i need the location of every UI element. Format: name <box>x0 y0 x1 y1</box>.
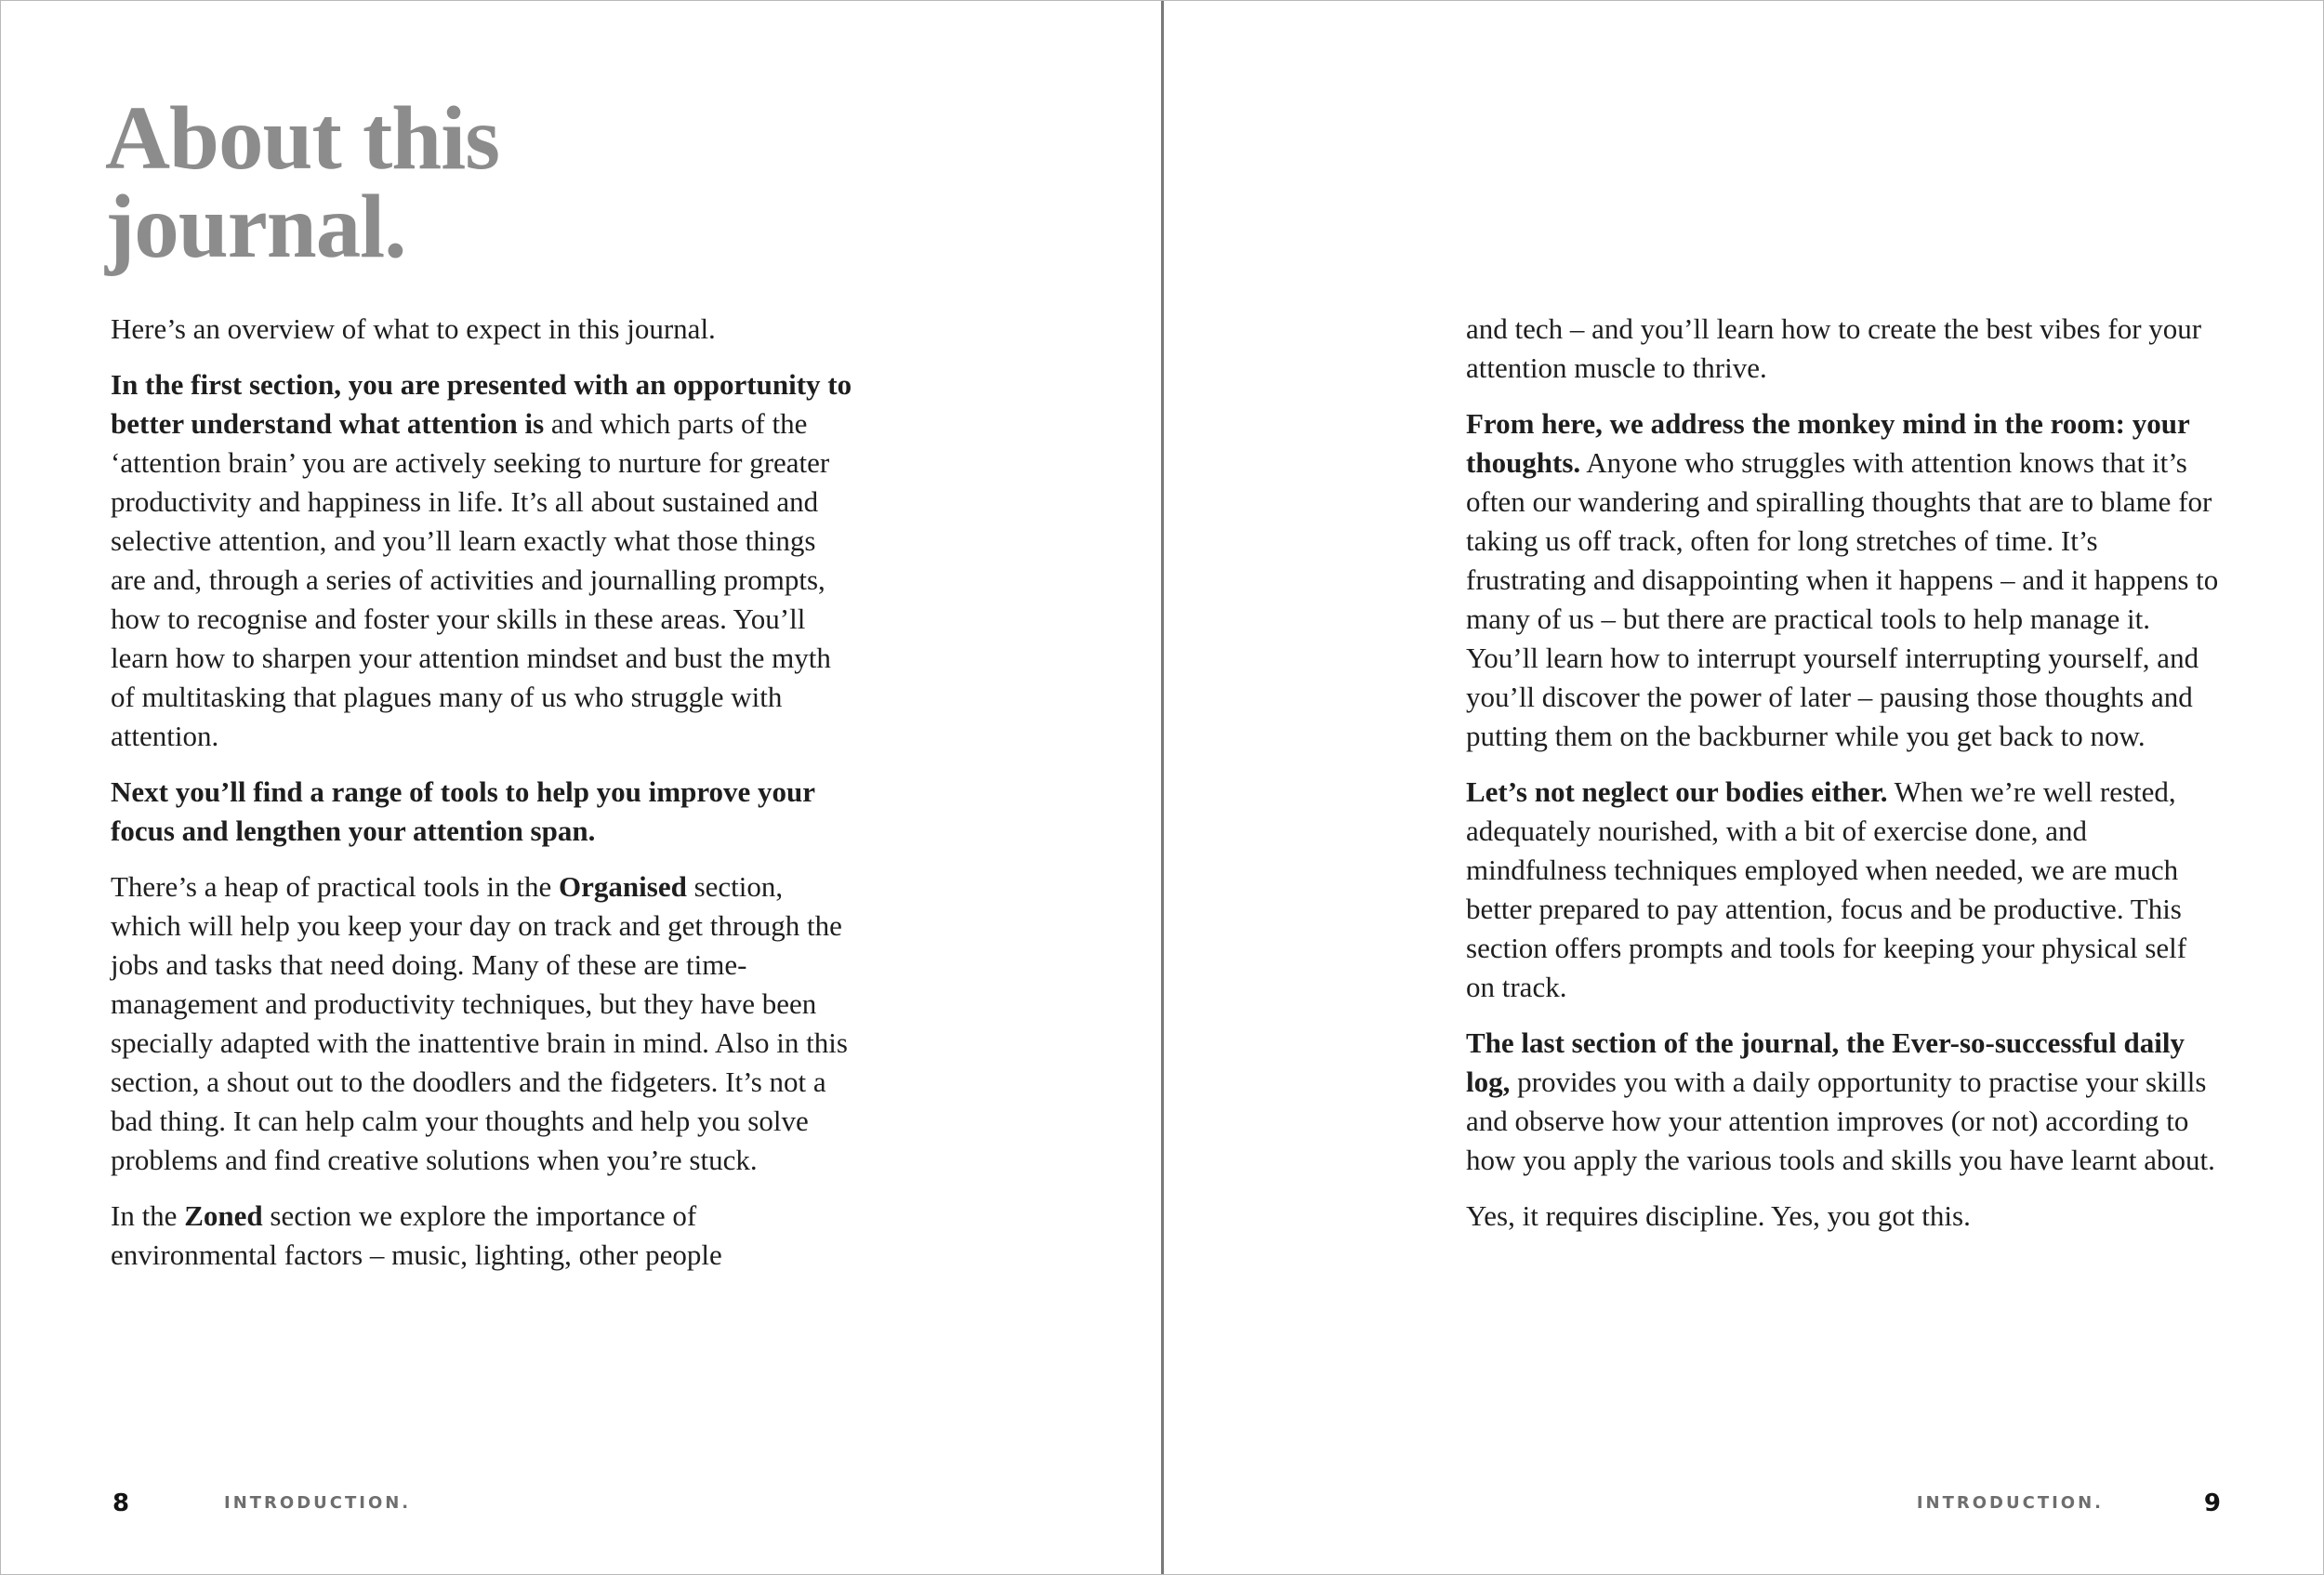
text-run: There’s a heap of practical tools in the <box>111 870 560 903</box>
page-heading <box>105 88 499 276</box>
bold-text-run: From here, we address the monkey mind in the room: your thoughts. <box>1466 407 2190 479</box>
text-run: In the <box>111 1199 185 1232</box>
right-page-number: 9 <box>2203 1489 2221 1517</box>
right-footer-section-label: INTRODUCTION. <box>1916 1493 2104 1513</box>
paragraph <box>111 867 854 1180</box>
text-run: Yes, it requires discipline. Yes, you got this. <box>1466 1199 1971 1232</box>
left-footer-section-label: INTRODUCTION. <box>224 1493 412 1513</box>
left-page <box>1 1 1161 1574</box>
paragraph <box>111 310 854 349</box>
text-run: and which parts of the ‘attention brain’ you are actively seeking to nurture for greater productivity and happiness in life. It’s all about sustained and selective attention, and you’ll learn exactly what those things are and, through a series of activities and journalling prompts, how to recognise and foster your skills in these areas. You’ll learn how to sharpen your attention mindset and bust the myth of multitasking that plagues many of us who struggle with attention. <box>111 407 831 752</box>
text-run: section we explore the importance of environmental factors – music, lighting, other people <box>111 1199 722 1271</box>
text-run: and tech – and you’ll learn how to create the best vibes for your attention muscle to thrive. <box>1466 312 2202 384</box>
paragraph <box>1466 404 2219 756</box>
text-run: provides you with a daily opportunity to practise your skills and observe how your attention improves (or not) according to how you apply the various tools and skills you have learnt about. <box>1466 1065 2215 1176</box>
right-body <box>1466 310 2219 1236</box>
page-heading-line-1: About this <box>105 88 499 188</box>
bold-text-run: Organised <box>559 870 687 903</box>
paragraph <box>1466 310 2219 388</box>
bold-text-run: The last section of the journal, the Ever-so-successful daily log, <box>1466 1026 2185 1098</box>
paragraph <box>111 1197 854 1275</box>
bold-text-run: In the first section, you are presented with an opportunity to better understand what attention is <box>111 368 852 440</box>
paragraph <box>111 365 854 756</box>
text-run: section, which will help you keep your day on track and get through the jobs and tasks that need doing. Many of these are time-management and productivity techniques, but they have been specially adapted with the inattentive brain in mind. Also in this section, a shout out to the doodlers and the fidgeters. It’s not a bad thing. It can help calm your thoughts and help you solve problems and find creative solutions when you’re stuck. <box>111 870 848 1176</box>
bold-text-run: Let’s not neglect our bodies either. <box>1466 775 1888 808</box>
right-page <box>1164 1 2324 1574</box>
paragraph <box>111 773 854 851</box>
paragraph <box>1466 1024 2219 1180</box>
paragraph <box>1466 773 2219 1007</box>
text-run: Here’s an overview of what to expect in this journal. <box>111 312 716 345</box>
paragraph <box>1466 1197 2219 1236</box>
bold-text-run: Next you’ll find a range of tools to help you improve your focus and lengthen your attention span. <box>111 775 815 847</box>
text-run: When we’re well rested, adequately nourished, with a bit of exercise done, and mindfulness techniques employed when needed, we are much better prepared to pay attention, focus and be productive. This section offers prompts and tools for keeping your physical self on track. <box>1466 775 2187 1003</box>
left-page-number: 8 <box>112 1489 130 1517</box>
bold-text-run: Zoned <box>184 1199 263 1232</box>
left-body <box>111 310 854 1275</box>
page-heading-line-2: journal. <box>105 177 406 276</box>
text-run: Anyone who struggles with attention knows that it’s often our wandering and spiralling thoughts that are to blame for taking us off track, often for long stretches of time. It’s frustrating and disappointing when it happens – and it happens to many of us – but there are practical tools to help manage it. You’ll learn how to interrupt yourself interrupting yourself, and you’ll discover the power of later – pausing those thoughts and putting them on the backburner while you get back to now. <box>1466 446 2219 752</box>
